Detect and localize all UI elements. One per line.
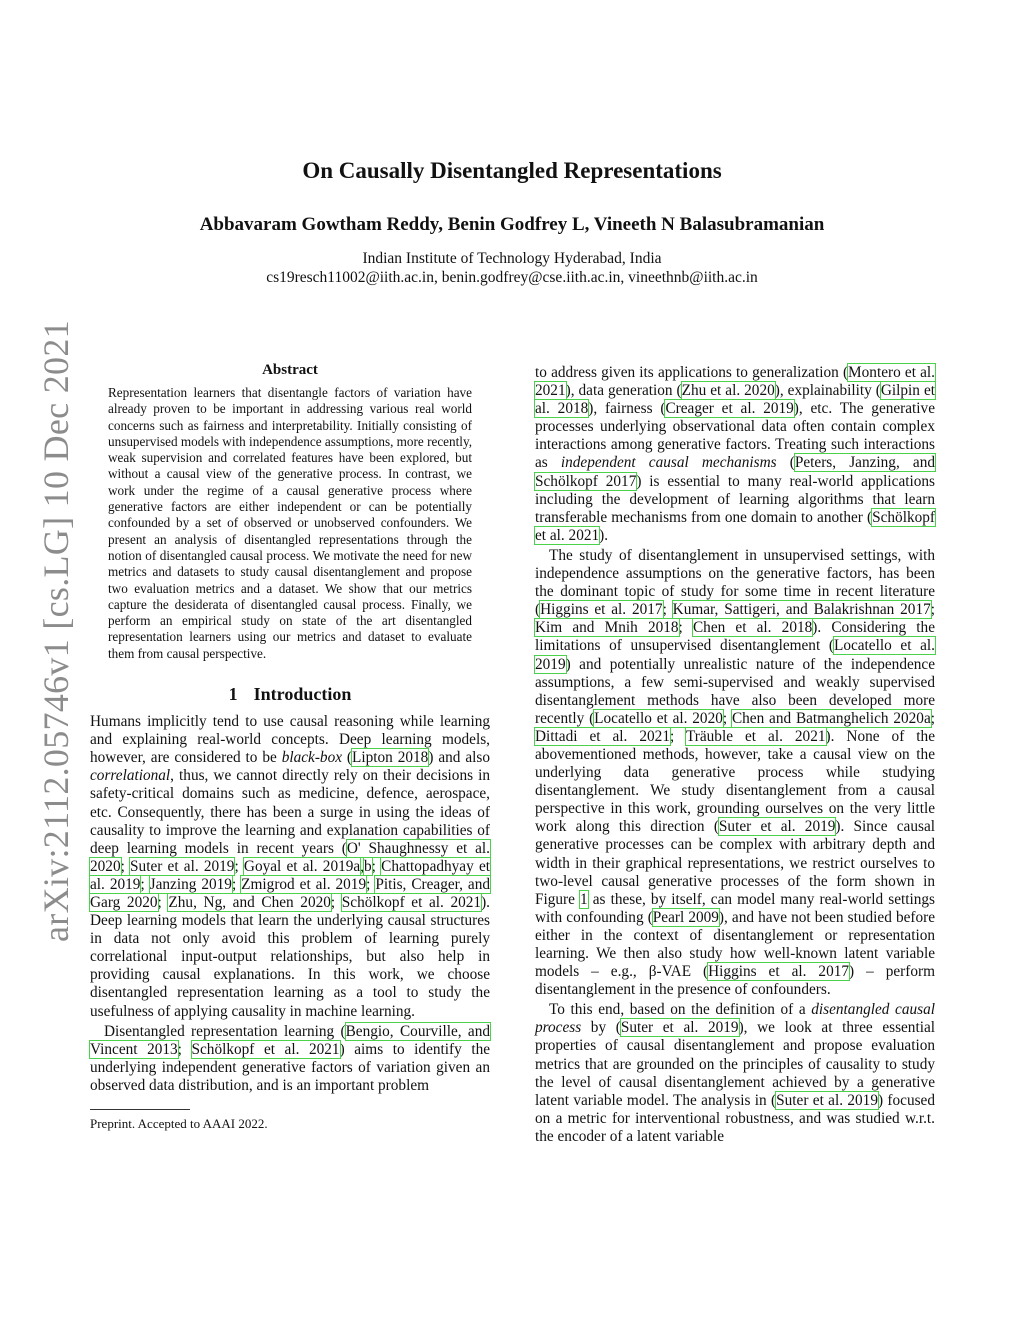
citation-link[interactable]: Suter et al. 2019: [718, 818, 836, 836]
citation-link[interactable]: Suter et al. 2019: [620, 1019, 739, 1037]
citation-link[interactable]: Montero et al. 2021: [535, 364, 935, 400]
citation-link[interactable]: Janzing 2019: [149, 875, 232, 893]
text-run: ;: [234, 857, 244, 875]
abstract-heading: Abstract: [262, 362, 318, 378]
author-list: Abbavaram Gowtham Reddy, Benin Godfrey L, Vineeth N Balasubramanian: [199, 214, 825, 235]
citation-link[interactable]: Peters, Janzing, and Schölkopf 2017: [535, 454, 935, 490]
text-run: ). Since causal generative processes can be complex with arbitrary depth and width in their graphical representations, we restrict ourselves to two-level causal generative processes of the form shown in Figure: [535, 818, 935, 908]
right-paragraph-1: [535, 364, 935, 545]
citation-link[interactable]: Chen et al. 2018: [692, 619, 813, 637]
citation-link[interactable]: b: [364, 857, 372, 875]
text-run: ;: [722, 709, 732, 727]
text-run: ). None of the abovementioned methods, however, take a causal view on the underlying data generative process while studying disentanglement. We study disentanglement from a causal perspective in this work, grounding ourselves on the very little work along this direction (: [535, 727, 935, 836]
citation-link[interactable]: Schölkopf et al. 2021: [191, 1040, 340, 1058]
citation-link[interactable]: Schölkopf et al. 2021: [341, 893, 482, 911]
text-run: as these, by itself, can model many real-world settings with confounding (: [535, 890, 935, 926]
citation-link[interactable]: Creager et al. 2019: [665, 400, 794, 418]
citation-link[interactable]: Bengio, Courville, and Vincent 2013: [90, 1022, 490, 1058]
citation-link[interactable]: Locatello et al. 2019: [535, 637, 935, 673]
text-run: ;: [366, 875, 376, 893]
text-run: ), etc. The generative processes underlying observational data often contain complex interactions among generative factors. Treating such interactions as: [535, 400, 935, 472]
text-run: ;: [930, 709, 935, 727]
author-emails: cs19resch11002@iith.ac.in, benin.godfrey@cse.iith.ac.in, vineethnb@iith.ac.in: [266, 269, 758, 286]
text-run: ;: [371, 857, 382, 875]
figure-reference-link[interactable]: 1: [580, 890, 588, 908]
text-run: ;: [930, 601, 936, 619]
citation-link[interactable]: Gilpin et al. 2018: [535, 382, 935, 418]
text-run: ).: [599, 526, 609, 544]
citation-link[interactable]: Pearl 2009: [652, 908, 719, 926]
emphasis: black-box: [281, 749, 343, 767]
text-run: , thus, we cannot directly rely on their decisions in safety-critical domains such as medicine, defence, aerospace, etc. Consequently, there has been a surge in using the ideas of causality to improve the learning and explanation capabilities of deep learning models in recent years (: [90, 767, 490, 857]
text-run: ) is essential to many real-world applications including the development of learning algorithms that learn transferable mechanisms from one domain to another (: [535, 472, 935, 526]
citation-link[interactable]: Suter et al. 2019: [776, 1091, 878, 1109]
paper-title: On Causally Disentangled Representations: [302, 158, 722, 183]
emphasis: disentangled causal process: [535, 1001, 935, 1037]
citation-link[interactable]: Schölkopf et al. 2021: [535, 508, 935, 544]
text-run: ;: [157, 893, 169, 911]
text-run: (: [776, 454, 795, 472]
text-run: ) and also: [428, 749, 490, 767]
emphasis: correlational: [90, 767, 171, 785]
citation-link[interactable]: Goyal et al. 2019a: [243, 857, 361, 875]
footnote: Preprint. Accepted to AAAI 2022.: [90, 1116, 268, 1132]
text-run: ) focused on a metric for interventional robustness, and was studied w.r.t. the encoder of a latent variable: [535, 1091, 935, 1145]
emphasis: independent causal mechanisms: [560, 454, 777, 472]
text-run: ), and have not been studied before either in the context of disentanglement or representation learning. We then also study how well-known latent variable models – e.g., β-VAE (: [535, 908, 936, 981]
text-run: ;: [662, 601, 673, 619]
citation-link[interactable]: Higgins et al. 2017: [540, 601, 663, 619]
text-run: ). Deep learning models that learn the underlying causal structures in data not only avoid this problem of learning purely correlational input-output relationships, but also help in providing causal explanations. In this work, we choose disentangled representation learning as a tool to study the usefulness of applying causality in machine learning.: [90, 893, 490, 1020]
section-number: 1: [228, 684, 238, 705]
text-run: ;: [669, 727, 686, 745]
text-run: ;: [330, 893, 342, 911]
text-run: ), we look at three essential properties of causal disentanglement and propose evaluation metrics that are grounded on the principles of causality to study the level of causal disentanglement achieved by a generative latent variable model. The analysis in (: [535, 1019, 935, 1109]
text-run: ), explainability (: [774, 382, 881, 400]
text-run: (: [342, 749, 353, 767]
citation-link[interactable]: Zhu, Ng, and Chen 2020: [168, 893, 331, 911]
citation-link[interactable]: Kumar, Sattigeri, and Balakrishnan 2017: [672, 601, 931, 619]
footnote-rule: [90, 1109, 190, 1110]
citation-link[interactable]: O' Shaughnessy et al. 2020: [90, 839, 490, 875]
affiliation-block: [0, 249, 1024, 287]
citation-link[interactable]: Pitis, Creager, and Garg 2020: [90, 875, 490, 911]
intro-paragraph-1: [90, 713, 490, 1021]
text-run: ;: [140, 875, 150, 893]
citation-link[interactable]: Chen and Batmanghelich 2020a: [731, 709, 931, 727]
text-run: ). Considering the limitations of unsupervised disentanglement (: [535, 619, 935, 655]
text-run: Humans implicitly tend to use causal reasoning while learning and explaining real-world concepts. Deep learning models, however, are considered to be: [90, 713, 490, 767]
citation-link[interactable]: Träuble et al. 2021: [685, 727, 826, 745]
text-run: ;: [678, 619, 693, 637]
text-run: ,: [360, 857, 365, 875]
left-column: [90, 362, 490, 1132]
text-run: ) aims to identify the underlying independent generative factors of variation given an observed data distribution, and is an important problem: [90, 1040, 491, 1094]
text-run: ), fairness (: [588, 400, 666, 418]
right-column: [535, 364, 935, 1146]
text-run: ;: [120, 857, 131, 875]
section-heading-introduction: [90, 684, 490, 705]
affiliation: Indian Institute of Technology Hyderabad, India: [362, 250, 662, 267]
text-run: ;: [177, 1040, 192, 1058]
text-run: To this end, based on the definition of a: [549, 1001, 812, 1019]
intro-paragraph-2: [90, 1023, 490, 1095]
citation-link[interactable]: Zmigrod et al. 2019: [241, 875, 367, 893]
citation-link[interactable]: Dittadi et al. 2021: [535, 727, 670, 745]
citation-link[interactable]: Higgins et al. 2017: [708, 963, 850, 981]
section-title: Introduction: [253, 684, 352, 705]
citation-link[interactable]: Zhu et al. 2020: [681, 382, 775, 400]
right-paragraph-2: [535, 547, 935, 999]
text-run: ) and potentially unrealistic nature of the independence assumptions, a few semi-supervised and weakly supervised disentanglement methods have also been developed more recently (: [535, 655, 935, 727]
citation-link[interactable]: Kim and Mnih 2018: [535, 619, 679, 637]
text-run: to address given its applications to generalization (: [535, 364, 849, 381]
text-run: ), data generation (: [565, 382, 682, 400]
text-run: Disentangled representation learning (: [104, 1022, 346, 1040]
text-run: ;: [231, 875, 242, 893]
text-run: The study of disentanglement in unsupervised settings, with independence assumptions on the generative factors, has been the dominant topic of study for some time in recent literature (: [535, 546, 935, 619]
citation-link[interactable]: Suter et al. 2019: [130, 857, 235, 875]
text-run: by (: [581, 1019, 621, 1037]
abstract-text: Representation learners that disentangle factors of variation have already proven to be important in addressing various real world concerns such as fairness and interpretability. Initially consisting of unsupervised models with independence assumptions, more recently, weak supervision and correlated features have been explored, but without a causal view of the generative process. In contrast, we work under the regime of a causal generative process where generative factors are either independent or can be potentially confounded by a set of observed or unobserved confounders. We present an analysis of disentangled representations through the notion of disentangled causal process. We motivate the need for new metrics and datasets to study causal disentanglement and propose two evaluation metrics and a dataset. We show that our metrics capture the desiderata of disentangled causal process. Finally, we perform an empirical study on state of the art disentangled representation learners using our metrics and dataset to evaluate them from causal perspective.: [108, 385, 472, 661]
right-paragraph-3: [535, 1001, 935, 1146]
citation-link[interactable]: Locatello et al. 2020: [594, 709, 723, 727]
text-run: ) – perform disentanglement in the presence of confounders.: [535, 963, 935, 999]
citation-link[interactable]: Lipton 2018: [352, 749, 429, 767]
arxiv-identifier: arXiv:2112.05746v1 [cs.LG] 10 Dec 2021: [36, 320, 76, 942]
citation-link[interactable]: Chattopadhyay et al. 2019: [90, 857, 490, 893]
